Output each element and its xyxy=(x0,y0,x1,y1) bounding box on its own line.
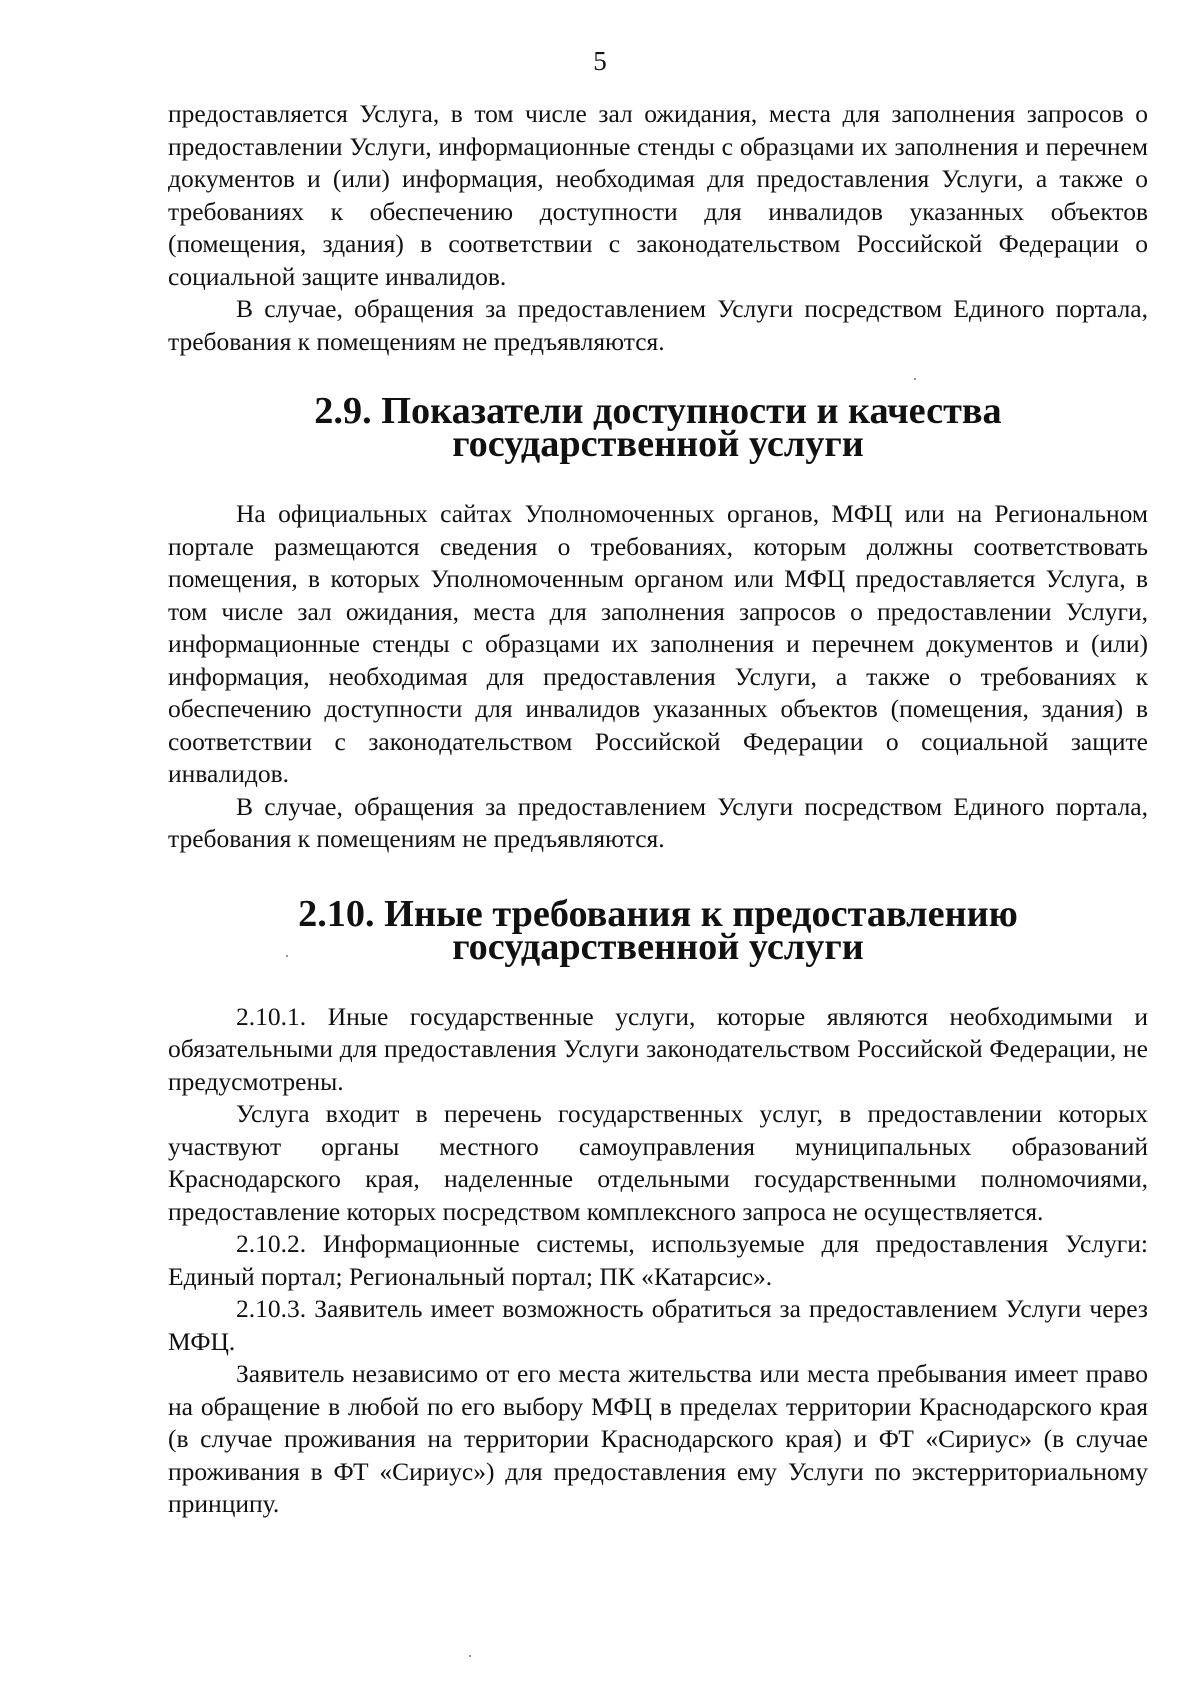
section-heading-2-10 xyxy=(168,892,1148,968)
paragraph-service-list: Услуга входит в перечень государственных услуг, в предоставлении которых участвуют органы местного самоуправления муниципальных образований Краснодарского края, наделенные отдельными государственными полномочиями, предоставление которых посредством комплексного запроса не осуществляется. xyxy=(168,1099,1148,1226)
scan-speck xyxy=(469,1655,471,1657)
page-number: 5 xyxy=(593,46,607,76)
document-body xyxy=(168,98,1148,1521)
scan-speck xyxy=(914,378,916,380)
section-heading-2-10-line1: 2.10. Иные требования к предоставлению xyxy=(298,892,1018,935)
section-heading-2-9 xyxy=(168,390,1148,465)
paragraph-2-10-3: 2.10.3. Заявитель имеет возможность обратиться за предоставлением Услуги через МФЦ. xyxy=(168,1294,1148,1356)
section-heading-2-9-line1: 2.9. Показатели доступности и качества xyxy=(314,390,1002,432)
paragraph-2-10-2: 2.10.2. Информационные системы, используемые для предоставления Услуги: Единый портал; Региональный портал; ПК «Катарсис». xyxy=(168,1229,1148,1291)
paragraph-single-portal-repeat: В случае, обращения за предоставлением Услуги посредством Единого портала, требования к помещениям не предъявляются. xyxy=(168,791,1148,853)
paragraph-single-portal: В случае, обращения за предоставлением Услуги посредством Единого портала, требования к помещениям не предъявляются. xyxy=(168,294,1148,356)
paragraph-extraterritorial: Заявитель независимо от его места жительства или места пребывания имеет право на обращение в любой по его выбору МФЦ в пределах территории Краснодарского края (в случае проживания на территории Краснодарского края) и ФТ «Сириус» (в случае проживания в ФТ «Сириус») для предоставления ему Услуги по экстерриториальному принципу. xyxy=(168,1359,1148,1518)
scan-speck xyxy=(286,955,288,957)
paragraph-official-sites: На официальных сайтах Уполномоченных органов, МФЦ или на Региональном портале размещаются сведения о требованиях, которым должны соответствовать помещения, в которых Уполномоченным органом или МФЦ предоставляется Услуга, в том числе зал ожидания, места для заполнения запросов о предоставлении Услуги, информационные стенды с образцами их заполнения и перечнем документов и (или) информация, необходимая для предоставления Услуги, а также о требованиях к обеспечению доступности для инвалидов указанных объектов (помещения, здания) в соответствии с законодательством Российской Федерации о социальной защите инвалидов. xyxy=(168,499,1148,788)
paragraph-continuation: предоставляется Услуга, в том числе зал ожидания, места для заполнения запросов о предоставлении Услуги, информационные стенды с образцами их заполнения и перечнем документов и (или) информация, необходимая для предоставления Услуги, а также о требованиях к обеспечению доступности для инвалидов указанных объектов (помещения, здания) в соответствии с законодательством Российской Федерации о социальной защите инвалидов. xyxy=(168,99,1148,291)
section-heading-2-9-line2: государственной услуги xyxy=(452,423,864,465)
section-heading-2-10-line2: государственной услуги xyxy=(452,925,864,968)
paragraph-2-10-1: 2.10.1. Иные государственные услуги, которые являются необходимыми и обязательными для предоставления Услуги законодательством Российской Федерации, не предусмотрены. xyxy=(168,1001,1148,1096)
